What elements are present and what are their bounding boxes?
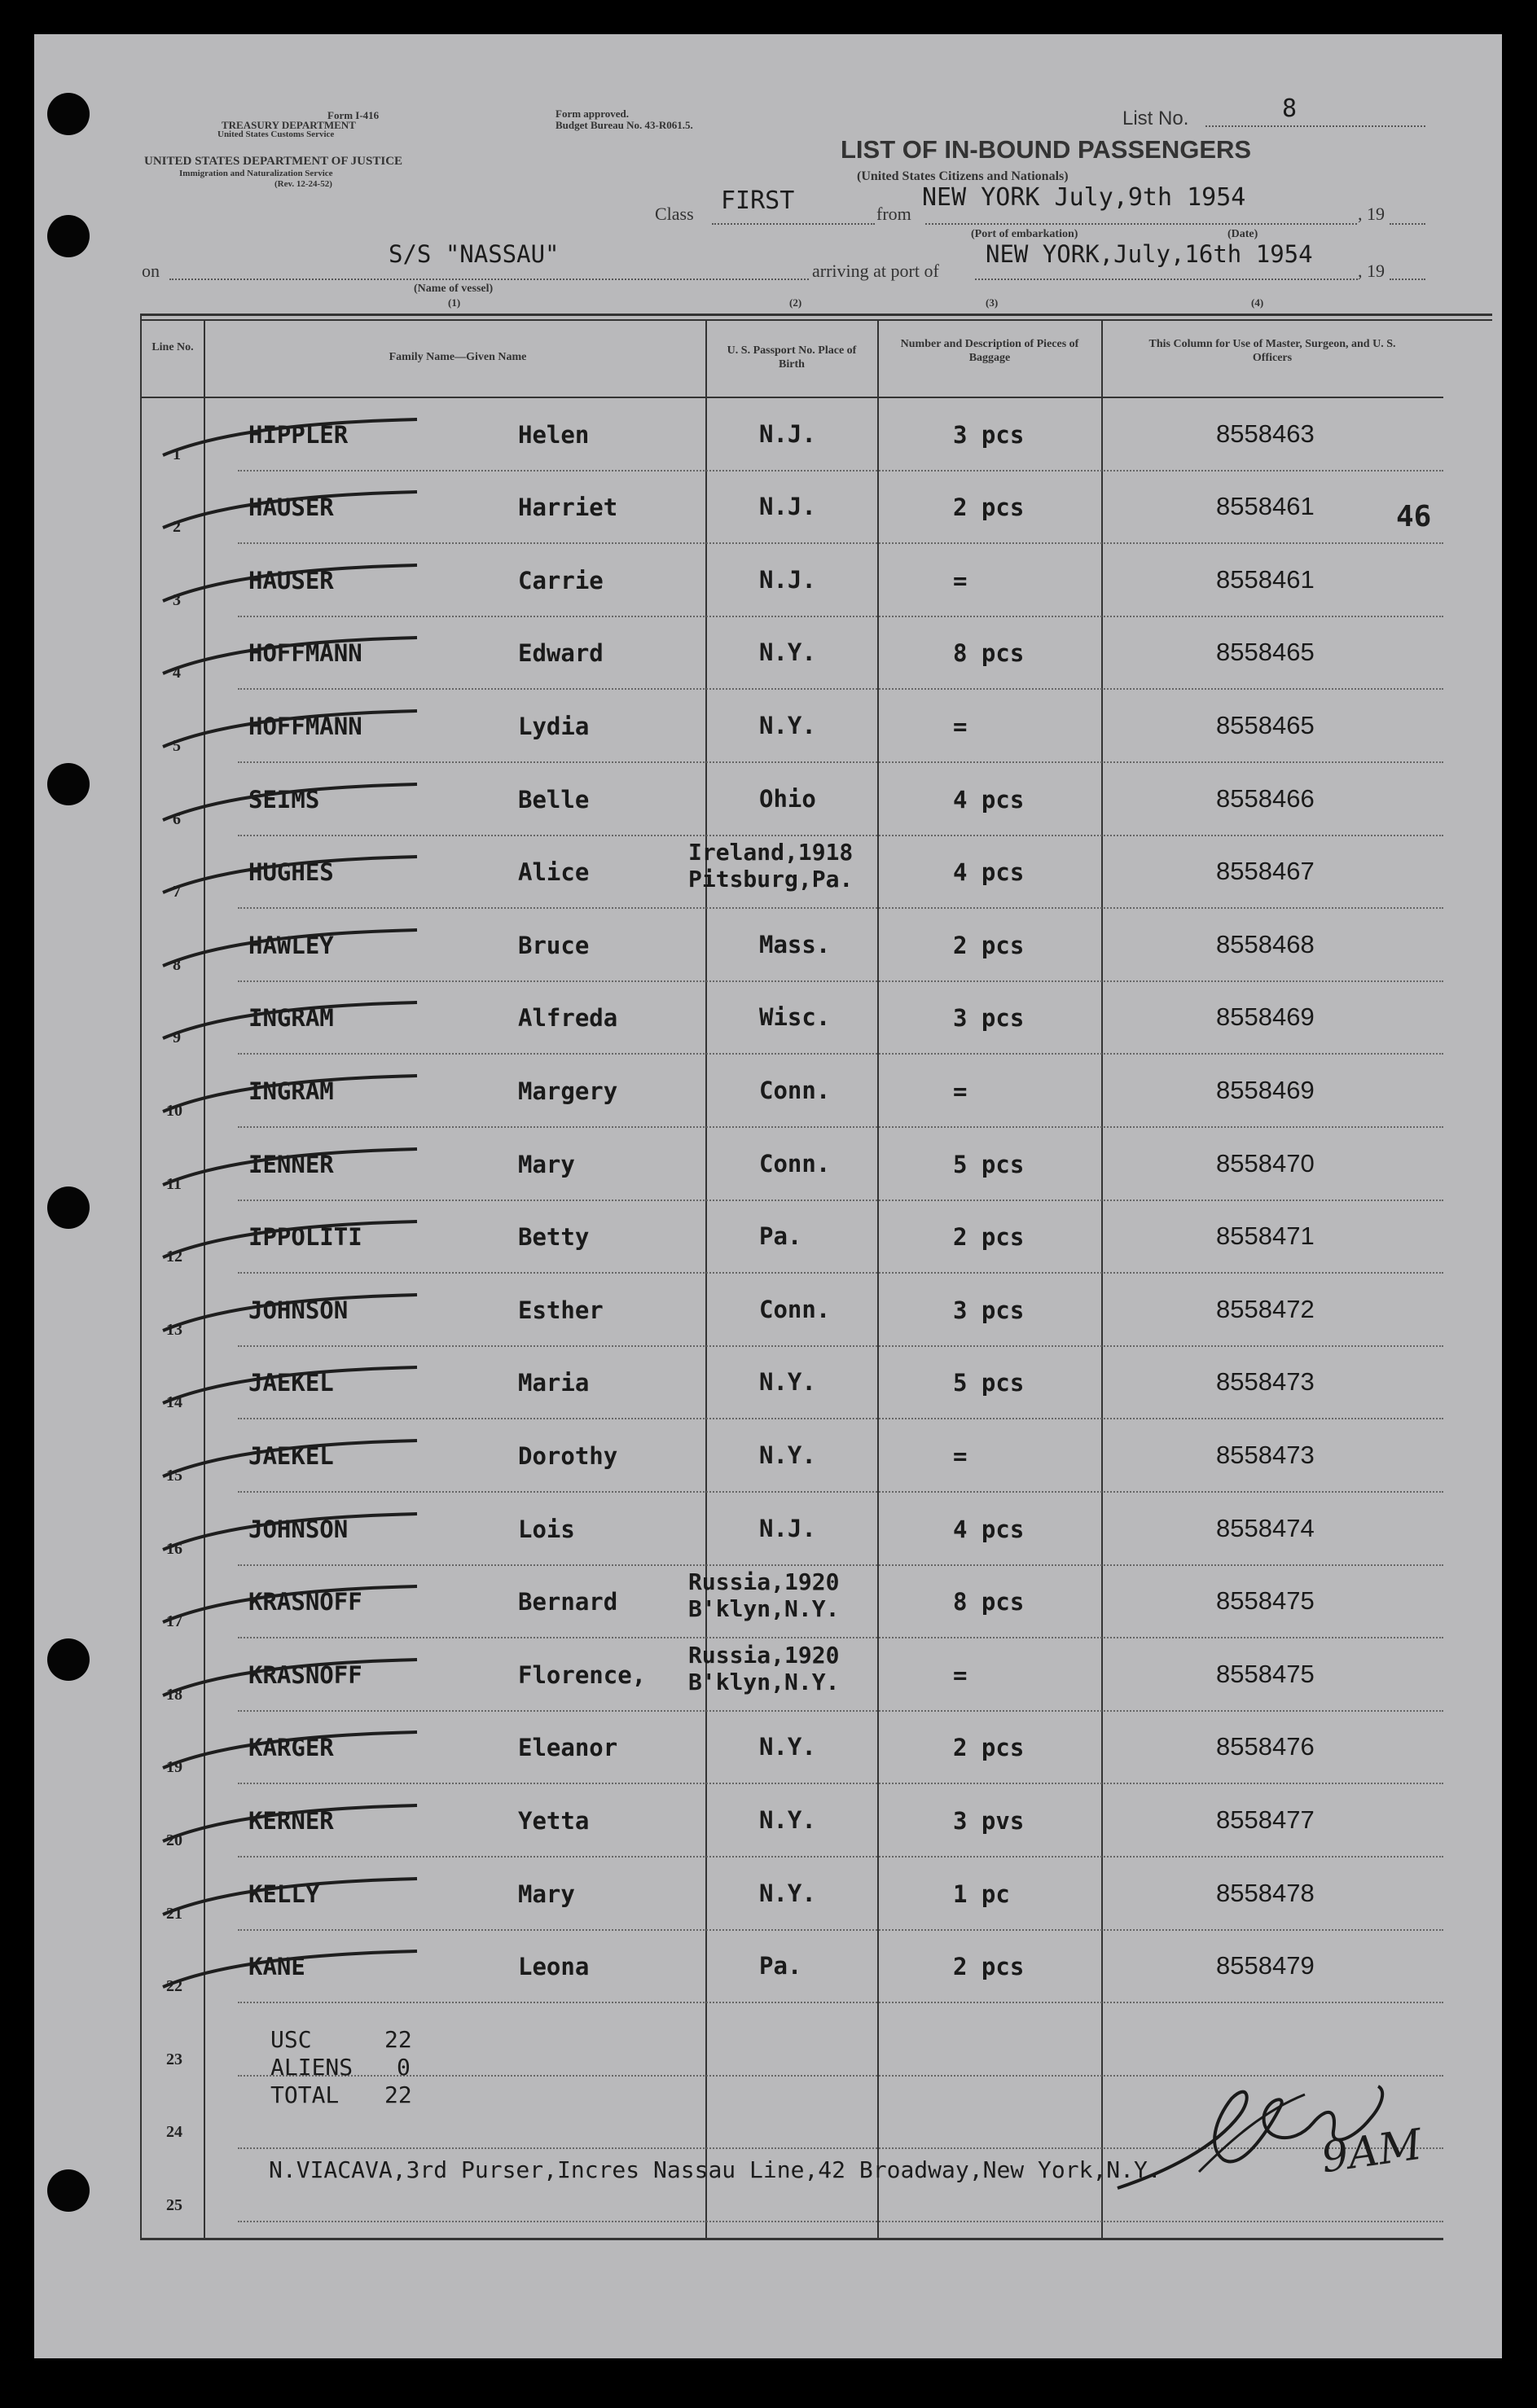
row-baggage: 2 pcs: [953, 1223, 1025, 1252]
row-birthplace: N.Y.: [759, 1806, 816, 1834]
row-family-name: INGRAM: [248, 1077, 334, 1105]
check-mark-icon: [156, 1288, 425, 1337]
row-baggage: 3 pvs: [953, 1807, 1025, 1835]
row-given-name: Edward: [518, 639, 604, 668]
row-birthplace: Pa.: [759, 1952, 802, 1980]
on-label: on: [142, 261, 160, 281]
row-rule: [238, 1200, 1443, 1201]
row-rule: [238, 1637, 1443, 1638]
row-line-number: 16: [166, 1539, 182, 1558]
row-line-number: 18: [166, 1685, 182, 1704]
row-baggage: =: [953, 1442, 968, 1470]
row-officer-code: 8558461: [1216, 564, 1315, 594]
row-baggage: 5 pcs: [953, 1150, 1025, 1178]
row-officer-code: 8558469: [1216, 1076, 1315, 1104]
check-mark-icon: [156, 1945, 425, 1994]
punch-hole: [47, 2169, 90, 2212]
row-given-name: Helen: [518, 420, 590, 449]
row-rule: [238, 1126, 1443, 1128]
check-mark-icon: [156, 1799, 425, 1848]
col-num-4: (4): [1251, 296, 1264, 309]
row-rule: [238, 980, 1443, 982]
class-label: Class: [655, 204, 694, 224]
list-no-line: [1205, 125, 1425, 127]
row-birthplace: N.Y.: [759, 712, 816, 739]
row-baggage: =: [953, 1077, 968, 1105]
from-value: NEW YORK July,9th 1954: [922, 183, 1246, 212]
row-officer-code: 8558473: [1216, 1367, 1315, 1397]
row-given-name: Alfreda: [518, 1004, 618, 1033]
row-given-name: Bernard: [518, 1588, 618, 1616]
row-rule: [238, 1929, 1443, 1931]
row-birthplace: Russia,1920 B'klyn,N.Y.: [688, 1568, 840, 1623]
year-label-1: , 19: [1358, 204, 1385, 224]
row-rule: [238, 907, 1443, 909]
col-num-1: (1): [448, 296, 461, 309]
check-mark-icon: [156, 704, 425, 753]
row-birthplace: N.J.: [759, 565, 816, 594]
punch-hole: [47, 763, 90, 805]
from-label: from: [876, 204, 911, 224]
row-given-name: Lydia: [518, 713, 590, 740]
margin-note: 46: [1396, 500, 1432, 533]
row-given-name: Betty: [518, 1223, 590, 1252]
usc-value: 22: [384, 2026, 412, 2053]
row-birthplace: Conn.: [759, 1077, 831, 1104]
row-birthplace: Mass.: [759, 930, 831, 958]
usc-label: USC: [270, 2026, 312, 2053]
row-rule: [238, 1783, 1443, 1784]
row-birthplace: N.J.: [759, 493, 816, 521]
row-line-number: 12: [166, 1248, 182, 1266]
total-label: TOTAL: [270, 2081, 340, 2108]
row-baggage: 4 pcs: [953, 858, 1025, 887]
row-given-name: Leona: [518, 1953, 590, 1981]
row-given-name: Dorothy: [518, 1442, 618, 1470]
justice-label: UNITED STATES DEPARTMENT OF JUSTICE: [144, 155, 403, 168]
row-line-number: 17: [166, 1612, 182, 1631]
row-line-number: 5: [173, 737, 181, 755]
check-mark-icon: [156, 1143, 425, 1191]
row-given-name: Bruce: [518, 931, 590, 959]
row-baggage: 4 pcs: [953, 785, 1025, 814]
row-officer-code: 8558466: [1216, 783, 1315, 813]
row-family-name: HAUSER: [248, 493, 334, 522]
row-line-number: 4: [173, 664, 181, 682]
row-family-name: KANE: [248, 1953, 305, 1981]
row-line-number: 22: [166, 1977, 182, 1996]
check-mark-icon: [156, 1507, 425, 1556]
row-line-number: 14: [166, 1393, 182, 1412]
row-rule: [238, 761, 1443, 763]
row-line-number: 9: [173, 1029, 181, 1047]
customs-label: United States Customs Service: [217, 129, 335, 139]
row-birthplace: N.Y.: [759, 1368, 816, 1397]
row-rule: [238, 470, 1443, 472]
row-birthplace: N.Y.: [759, 1733, 816, 1761]
row-officer-code: 8558470: [1216, 1148, 1315, 1178]
row-family-name: HUGHES: [248, 858, 334, 887]
row-line-number: 21: [166, 1904, 182, 1923]
row-family-name: IENNER: [248, 1150, 334, 1178]
row-rule: [238, 616, 1443, 617]
row-officer-code: 8558472: [1216, 1294, 1315, 1323]
row-baggage: 8 pcs: [953, 1588, 1025, 1616]
row-officer-code: 8558471: [1216, 1222, 1315, 1251]
row-given-name: Mary: [518, 1150, 575, 1178]
row-officer-code: 8558468: [1216, 929, 1315, 958]
table-header-rule: [140, 397, 1443, 398]
col-divider-name: [705, 319, 707, 2238]
check-mark-icon: [156, 850, 425, 899]
row-line-number: 15: [166, 1467, 182, 1485]
row-officer-code: 8558478: [1216, 1878, 1315, 1907]
row-birthplace: Ireland,1918 Pitsburg,Pa.: [688, 839, 854, 893]
row-given-name: Florence,: [518, 1660, 647, 1689]
row-officer-code: 8558474: [1216, 1513, 1315, 1542]
row-officer-code: 8558473: [1216, 1441, 1315, 1469]
aliens-label: ALIENS: [270, 2054, 354, 2081]
table-left-border: [140, 314, 142, 2240]
row-given-name: Belle: [518, 785, 590, 814]
row-birthplace: N.Y.: [759, 638, 816, 667]
row-birthplace: N.J.: [759, 1514, 816, 1542]
row-baggage: 2 pcs: [953, 1734, 1025, 1762]
row-rule: [238, 1856, 1443, 1858]
col-divider-passport: [877, 319, 879, 2238]
check-mark-icon: [156, 778, 425, 827]
row-rule: [238, 542, 1443, 544]
row-baggage: 3 pcs: [953, 1004, 1025, 1033]
check-mark-icon: [156, 1361, 425, 1410]
punch-hole: [47, 93, 90, 135]
row-family-name: HAWLEY: [248, 931, 334, 959]
row-given-name: Esther: [518, 1296, 604, 1324]
table-top-rule: [140, 314, 1492, 316]
total-value: 22: [384, 2081, 412, 2108]
header-officers: This Column for Use of Master, Surgeon, and U. S. Officers: [1148, 338, 1396, 364]
row-rule: [238, 1710, 1443, 1712]
row-rule: [238, 1272, 1443, 1274]
row-officer-code: 8558475: [1216, 1586, 1315, 1616]
row-given-name: Lois: [518, 1515, 575, 1543]
row-given-name: Eleanor: [518, 1734, 618, 1762]
approved-label: Form approved.: [556, 107, 630, 120]
row-line-number: 25: [166, 2196, 182, 2214]
row-family-name: KRASNOFF: [248, 1660, 362, 1689]
row-given-name: Harriet: [518, 493, 618, 522]
form-number: Form I-416: [327, 109, 380, 121]
row-rule: [238, 1345, 1443, 1347]
row-given-name: Mary: [518, 1879, 575, 1908]
punch-hole: [47, 1186, 90, 1229]
check-mark-icon: [156, 996, 425, 1045]
row-baggage: 3 pcs: [953, 1296, 1025, 1324]
aliens-value: 0: [397, 2054, 411, 2081]
row-family-name: JAEKEL: [248, 1369, 334, 1397]
row-line-number: 13: [166, 1320, 182, 1339]
row-rule: [238, 2221, 1443, 2222]
row-family-name: KERNER: [248, 1807, 334, 1835]
row-family-name: HIPPLER: [248, 420, 349, 449]
check-mark-icon: [156, 1653, 425, 1702]
row-given-name: Margery: [518, 1077, 618, 1105]
row-family-name: HOFFMANN: [248, 639, 362, 668]
row-family-name: JAEKEL: [248, 1442, 334, 1470]
check-mark-icon: [156, 559, 425, 607]
row-baggage: =: [953, 566, 968, 594]
row-officer-code: 8558477: [1216, 1805, 1315, 1834]
row-given-name: Alice: [518, 858, 590, 887]
row-line-number: 20: [166, 1831, 182, 1849]
row-family-name: KELLY: [248, 1879, 320, 1908]
row-birthplace: N.J.: [759, 419, 816, 448]
table-bottom-rule: [140, 2238, 1443, 2240]
year-line-2: [1390, 279, 1425, 280]
check-mark-icon: [156, 485, 425, 534]
row-baggage: 5 pcs: [953, 1369, 1025, 1397]
row-rule: [238, 688, 1443, 690]
row-birthplace: Ohio: [759, 784, 816, 813]
ins-label: Immigration and Naturalization Service: [179, 169, 333, 178]
port-embarkation-label: (Port of embarkation): [971, 228, 1078, 240]
year-line-1: [1390, 223, 1425, 225]
header-baggage: Number and Description of Pieces of Baggage: [900, 338, 1079, 364]
row-birthplace: Conn.: [759, 1149, 831, 1178]
rev-label: (Rev. 12-24-52): [274, 179, 332, 189]
check-mark-icon: [156, 1069, 425, 1118]
treasury-label: TREASURY DEPARTMENT: [222, 119, 356, 131]
row-birthplace: N.Y.: [759, 1879, 816, 1907]
year-label-2: , 19: [1358, 261, 1385, 281]
row-birthplace: Conn.: [759, 1295, 831, 1323]
row-line-number: 3: [173, 590, 181, 609]
check-mark-icon: [156, 923, 425, 972]
row-officer-code: 8558461: [1216, 492, 1315, 521]
page-subtitle: (United States Citizens and Nationals): [857, 169, 1069, 183]
date-label: (Date): [1227, 228, 1258, 240]
list-no-value: 8: [1282, 94, 1298, 123]
row-baggage: 3 pcs: [953, 420, 1025, 449]
check-mark-icon: [156, 631, 425, 680]
vessel-caption: (Name of vessel): [414, 283, 494, 295]
punch-hole: [47, 215, 90, 257]
row-officer-code: 8558467: [1216, 857, 1315, 886]
row-birthplace: Pa.: [759, 1222, 802, 1251]
purser-note: N.VIACAVA,3rd Purser,Incres Nassau Line,42 Broadway,New York,N.Y.: [269, 2156, 1162, 2183]
col-num-2: (2): [789, 296, 802, 309]
row-baggage: 8 pcs: [953, 639, 1025, 668]
row-officer-code: 8558476: [1216, 1732, 1315, 1761]
punch-hole: [47, 1638, 90, 1681]
row-officer-code: 8558463: [1216, 419, 1315, 448]
row-family-name: HOFFMANN: [248, 713, 362, 740]
row-given-name: Maria: [518, 1369, 590, 1397]
row-line-number: 10: [166, 1102, 182, 1120]
row-birthplace: Russia,1920 B'klyn,N.Y.: [688, 1641, 840, 1695]
row-officer-code: 8558465: [1216, 638, 1315, 667]
col-num-3: (3): [986, 296, 999, 309]
row-line-number: 19: [166, 1758, 182, 1777]
row-family-name: IPPOLITI: [248, 1223, 362, 1252]
check-mark-icon: [156, 1580, 425, 1629]
row-rule: [238, 1564, 1443, 1566]
row-officer-code: 8558479: [1216, 1951, 1315, 1980]
from-line: [925, 223, 1357, 225]
row-baggage: 2 pcs: [953, 1953, 1025, 1981]
row-rule: [238, 835, 1443, 836]
row-baggage: 2 pcs: [953, 931, 1025, 959]
check-mark-icon: [156, 1872, 425, 1921]
row-family-name: KARGER: [248, 1734, 334, 1762]
header-line-no: Line No.: [152, 341, 194, 353]
check-mark-icon: [156, 413, 425, 462]
row-baggage: 4 pcs: [953, 1515, 1025, 1543]
row-line-number: 6: [173, 809, 181, 828]
signature-time: 9AM: [1318, 2120, 1425, 2183]
row-given-name: Yetta: [518, 1807, 590, 1835]
row-officer-code: 8558465: [1216, 711, 1315, 739]
row-rule: [238, 1491, 1443, 1493]
row-given-name: Carrie: [518, 566, 604, 594]
header-name: Family Name—Given Name: [389, 351, 527, 363]
check-mark-icon: [156, 1434, 425, 1483]
row-family-name: INGRAM: [248, 1004, 334, 1033]
row-line-number: 1: [173, 445, 181, 463]
row-family-name: KRASNOFF: [248, 1588, 362, 1616]
row-officer-code: 8558469: [1216, 1002, 1315, 1032]
header-passport: U. S. Passport No. Place of Birth: [727, 344, 857, 371]
arriving-label: arriving at port of: [812, 261, 939, 281]
class-line: [712, 223, 875, 225]
arriving-line: [975, 279, 1358, 280]
row-line-number: 11: [166, 1174, 182, 1193]
arriving-value: NEW YORK,July,16th 1954: [986, 240, 1313, 268]
row-baggage: 2 pcs: [953, 493, 1025, 522]
row-family-name: HAUSER: [248, 566, 334, 594]
row-line-number: 2: [173, 518, 181, 537]
list-no-label: List No.: [1122, 107, 1189, 129]
row-line-number: 23: [166, 2050, 182, 2068]
row-birthplace: Wisc.: [759, 1003, 831, 1032]
row-baggage: =: [953, 713, 968, 740]
row-line-number: 7: [173, 883, 181, 901]
class-value: FIRST: [721, 186, 795, 215]
row-line-number: 8: [173, 955, 181, 974]
col-divider-baggage: [1101, 319, 1103, 2238]
row-rule: [238, 1418, 1443, 1419]
page-title: LIST OF IN-BOUND PASSENGERS: [841, 135, 1252, 164]
document-page: [34, 34, 1502, 2358]
vessel-line: [169, 279, 809, 280]
row-family-name: SEIMS: [248, 785, 320, 814]
check-mark-icon: [156, 1726, 425, 1774]
row-baggage: =: [953, 1660, 968, 1689]
row-family-name: JOHNSON: [248, 1296, 349, 1324]
table-top-rule-inner: [140, 319, 1492, 321]
row-family-name: JOHNSON: [248, 1515, 349, 1543]
row-birthplace: N.Y.: [759, 1441, 816, 1469]
row-officer-code: 8558475: [1216, 1659, 1315, 1688]
row-baggage: 1 pc: [953, 1879, 1010, 1908]
row-rule: [238, 2002, 1443, 2003]
check-mark-icon: [156, 1215, 425, 1264]
row-line-number: 24: [166, 2123, 182, 2142]
budget-label: Budget Bureau No. 43-R061.5.: [556, 119, 693, 131]
row-rule: [238, 1053, 1443, 1055]
vessel-name: S/S "NASSAU": [389, 240, 560, 268]
